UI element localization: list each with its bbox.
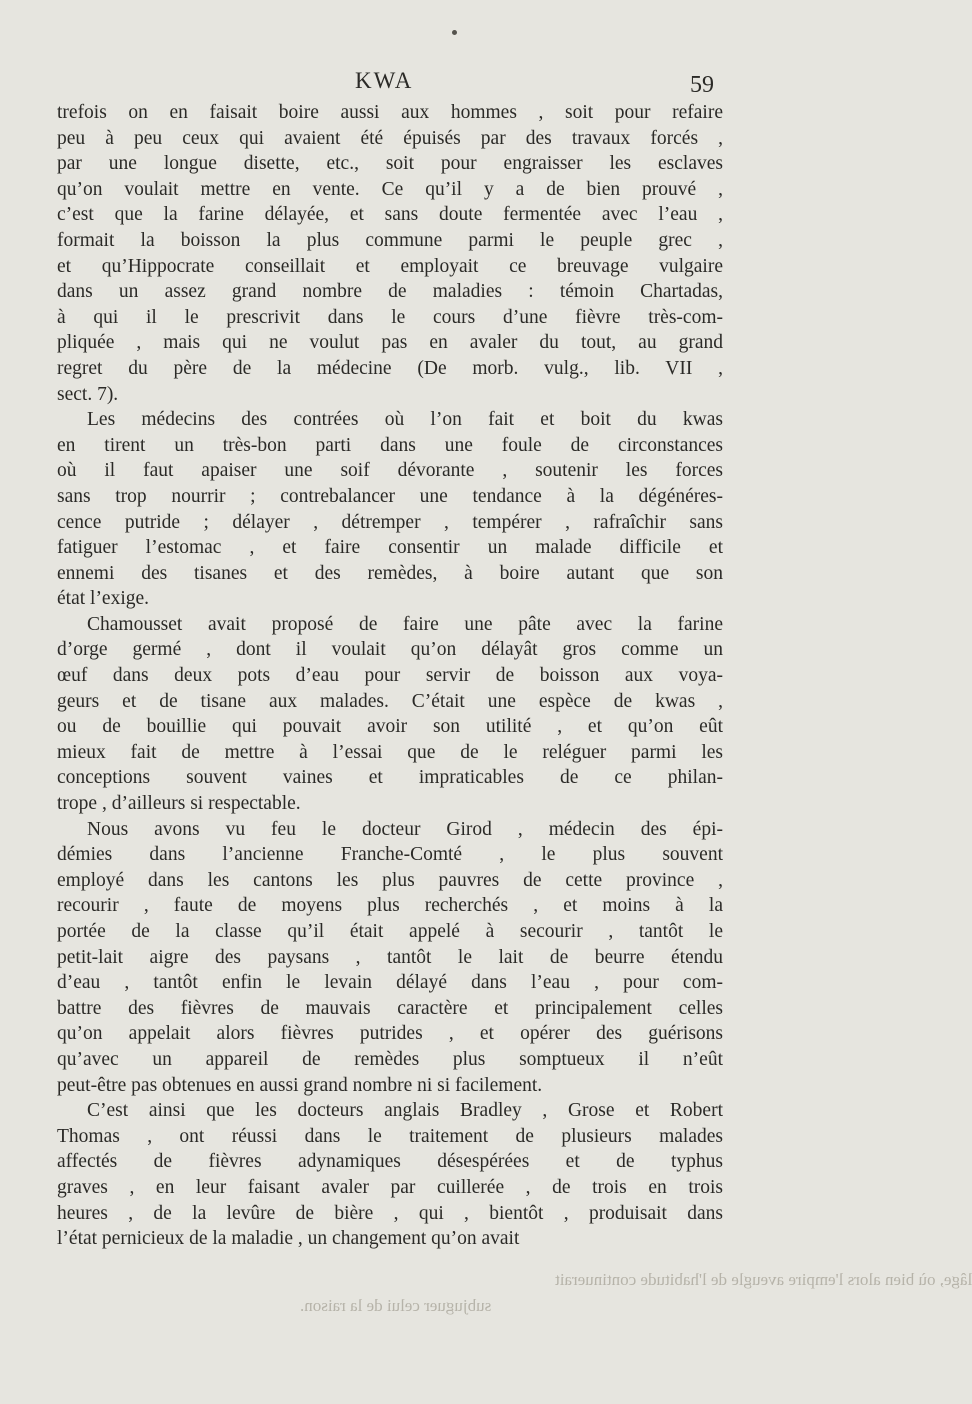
text-line: sans trop nourrir ; contrebalancer une tendance à la dégénéres-	[57, 485, 723, 507]
text-line: Thomas , ont réussi dans le traitement de plusieurs malades	[57, 1125, 723, 1147]
text-line: en tirent un très-bon parti dans une foule de circonstances	[57, 434, 723, 456]
text-line: peut-être pas obtenues en aussi grand nombre ni si facilement.	[57, 1074, 543, 1096]
bleed-through-text: subjuguer celui de la raison.	[300, 1296, 492, 1315]
text-line: par une longue disette, etc., soit pour engraisser les esclaves	[57, 153, 723, 175]
text-line: formait la boisson la plus commune parmi le peuple grec ,	[57, 229, 723, 251]
text-line: recourir , faute de moyens plus recherchés , et moins à la	[57, 895, 723, 917]
text-line: qu’on voulait mettre en vente. Ce qu’il y a de bien prouvé ,	[57, 178, 723, 200]
text-line: d’eau , tantôt enfin le levain délayé dans l’eau , pour com-	[57, 972, 723, 994]
text-line: qu’avec un appareil de remèdes plus somptueux il n’eût	[57, 1048, 723, 1070]
paragraph	[57, 100, 723, 407]
text-line: regret du père de la médecine (De morb. vulg., lib. VII ,	[57, 357, 723, 379]
text-line: trope , d’ailleurs si respectable.	[57, 793, 301, 815]
text-line: qu’on appelait alors fièvres putrides , et opérer des guérisons	[57, 1023, 723, 1045]
text-line: petit-lait aigre des paysans , tantôt le lait de beurre étendu	[57, 946, 723, 968]
text-line: c’est que la farine délayée, et sans doute fermentée avec l’eau ,	[57, 204, 723, 226]
paragraph	[57, 407, 723, 612]
text-line: employé dans les cantons les plus pauvres de cette province ,	[57, 869, 723, 891]
text-line: conceptions souvent vaines et impraticables de ce philan-	[57, 767, 723, 789]
ink-dot	[452, 30, 457, 35]
paragraph	[57, 1098, 723, 1252]
text-line: dans un assez grand nombre de maladies : témoin Chartadas,	[57, 281, 723, 303]
text-line: d’orge germé , dont il voulait qu’on délayât gros comme un	[57, 639, 723, 661]
text-line: battre des fièvres de mauvais caractère et principalement celles	[57, 997, 723, 1019]
text-line: affectés de fièvres adynamiques désespérées et de typhus	[57, 1151, 723, 1173]
page-number: 59	[690, 72, 714, 98]
text-line: fatiguer l’estomac , et faire consentir un malade difficile et	[57, 537, 723, 559]
text-line: et qu’Hippocrate conseillait et employait ce breuvage vulgaire	[57, 255, 723, 277]
text-line: geurs et de tisane aux malades. C’était une espèce de kwas ,	[57, 690, 723, 712]
text-line: où il faut apaiser une soif dévorante , soutenir les forces	[57, 460, 723, 482]
text-line: heures , de la levûre de bière , qui , bientôt , produisait dans	[57, 1202, 723, 1224]
running-head: KWA	[355, 68, 414, 93]
text-line: à qui il le prescrivit dans le cours d’une fièvre très-com-	[57, 306, 723, 328]
bleed-through-text: lâge, où bien alors l'empire aveugle de l'habitude continuerait	[555, 1270, 972, 1289]
text-line: C’est ainsi que les docteurs anglais Bradley , Grose et Robert	[87, 1100, 723, 1122]
text-line: démies dans l’ancienne Franche-Comté , le plus souvent	[57, 844, 723, 866]
text-line: cence putride ; délayer , détremper , tempérer , rafraîchir sans	[57, 511, 723, 533]
text-line: état l’exige.	[57, 588, 150, 610]
text-line: mieux fait de mettre à l’essai que de le reléguer parmi les	[57, 741, 723, 763]
paragraph	[57, 612, 723, 817]
text-line: ennemi des tisanes et des remèdes, à boire autant que son	[57, 562, 723, 584]
text-line: Les médecins des contrées où l’on fait et boit du kwas	[87, 409, 723, 431]
text-line: œuf dans deux pots d’eau pour servir de boisson aux voya-	[57, 665, 723, 687]
text-line: sect. 7).	[57, 383, 119, 405]
text-line: ou de bouillie qui pouvait avoir son utilité , et qu’on eût	[57, 716, 723, 738]
paragraph	[57, 817, 723, 1099]
text-line: graves , en leur faisant avaler par cuillerée , de trois en trois	[57, 1176, 723, 1198]
text-line: trefois on en faisait boire aussi aux hommes , soit pour refaire	[57, 102, 723, 123]
text-line: Chamousset avait proposé de faire une pâte avec la farine	[87, 613, 723, 635]
text-line: portée de la classe qu’il était appelé à secourir , tantôt le	[57, 921, 723, 942]
text-line: pliquée , mais qui ne voulut pas en avaler du tout, au grand	[57, 332, 723, 354]
text-line: peu à peu ceux qui avaient été épuisés par des travaux forcés ,	[57, 127, 723, 149]
body-text	[57, 100, 723, 1252]
text-line: Nous avons vu feu le docteur Girod , médecin des épi-	[87, 818, 723, 840]
text-line: l’état pernicieux de la maladie , un changement qu’on avait	[57, 1228, 520, 1250]
